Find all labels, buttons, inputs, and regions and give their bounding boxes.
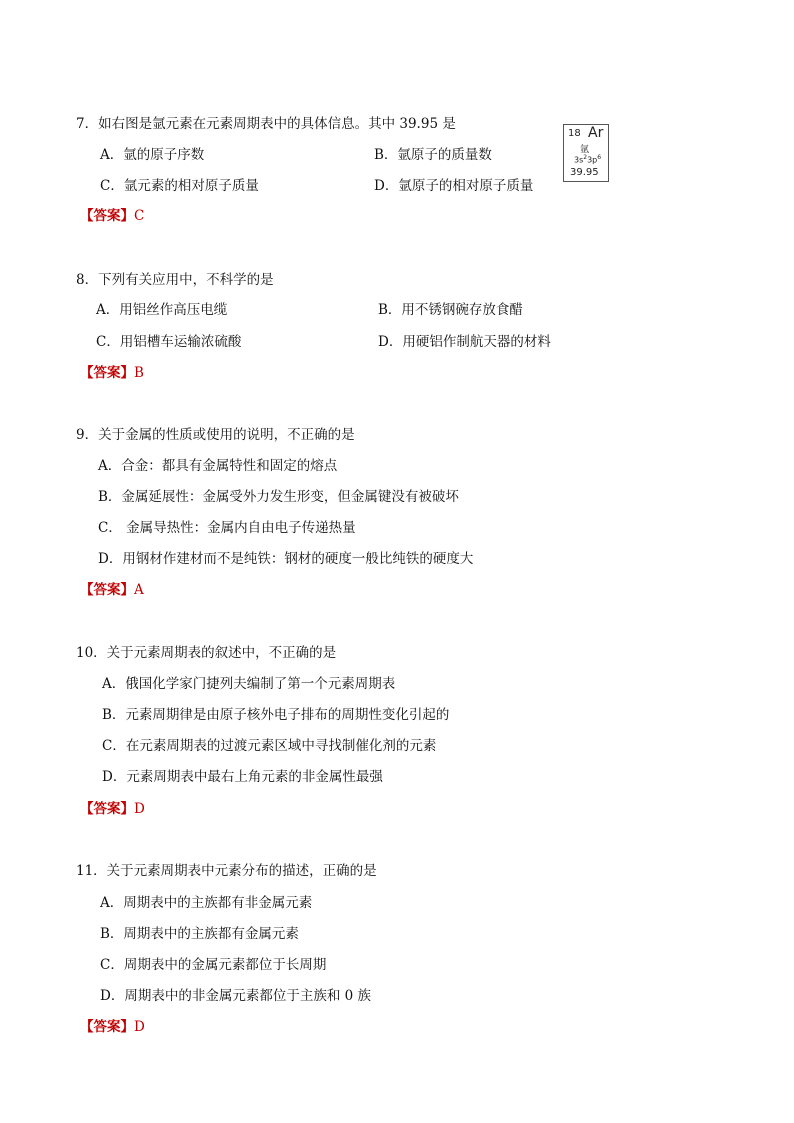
answer-tag: 【答案】 [80,1019,134,1035]
element-symbol: Ar [588,125,604,141]
option-d: D．周期表中的非金属元素都位于主族和 0 族 [100,988,371,1004]
option-c: C．周期表中的金属元素都位于长周期 [100,957,327,973]
option-d: D．用钢材作建材而不是纯铁：钢材的硬度一般比纯铁的硬度大 [98,551,474,567]
answer-line [80,206,144,226]
option-b: B．氩原子的质量数 [374,147,492,163]
answer-tag: 【答案】 [80,208,134,224]
argon-element-card [563,124,609,182]
question-stem: 11．关于元素周期表中元素分布的描述，正确的是 [76,863,377,879]
option-c: C．在元素周期表的过渡元素区域中寻找制催化剂的元素 [102,738,437,754]
answer-tag: 【答案】 [80,801,134,817]
option-d: D．氩原子的相对原子质量 [374,178,534,194]
question-stem: 7．如右图是氩元素在元素周期表中的具体信息。其中 39.95 是 [76,116,456,132]
option-b: B．金属延展性：金属受外力发生形变，但金属键没有被破坏 [98,489,459,505]
answer-value: C [134,208,145,224]
answer-line [80,363,144,383]
option-b: B．周期表中的主族都有金属元素 [100,926,299,942]
option-a: A．合金：都具有金属特性和固定的熔点 [98,458,338,474]
answer-line [80,799,145,819]
option-c: C． 金属导热性：金属内自由电子传递热量 [98,520,356,536]
option-a: A．周期表中的主族都有非金属元素 [100,895,313,911]
element-name: 氩 [580,145,590,155]
atomic-mass: 39.95 [570,167,599,178]
option-d: D．元素周期表中最右上角元素的非金属性最强 [102,769,383,785]
question-stem: 10．关于元素周期表的叙述中，不正确的是 [76,645,337,661]
option-a: A．用铝丝作高压电缆 [96,302,228,318]
answer-value: A [134,582,144,598]
question-stem: 9．关于金属的性质或使用的说明，不正确的是 [76,427,355,443]
option-b: B．元素周期律是由原子核外电子排布的周期性变化引起的 [102,707,450,723]
answer-tag: 【答案】 [80,365,134,381]
answer-value: D [134,801,145,817]
atomic-number: 18 [568,128,581,139]
option-d: D．用硬铝作制航天器的材料 [378,334,551,350]
option-a: A．氩的原子序数 [100,147,205,163]
option-c: C．用铝槽车运输浓硫酸 [96,334,242,350]
answer-value: B [134,365,144,381]
electron-config: $3s^23p^6$ [574,154,602,165]
option-c: C．氩元素的相对原子质量 [100,178,259,194]
answer-line [80,1017,145,1037]
option-b: B．用不锈钢碗存放食醋 [378,302,523,318]
answer-value: D [134,1019,145,1035]
option-a: A．俄国化学家门捷列夫编制了第一个元素周期表 [102,676,396,692]
answer-line [80,580,144,600]
answer-tag: 【答案】 [80,582,134,598]
question-stem: 8．下列有关应用中，不科学的是 [76,272,274,288]
